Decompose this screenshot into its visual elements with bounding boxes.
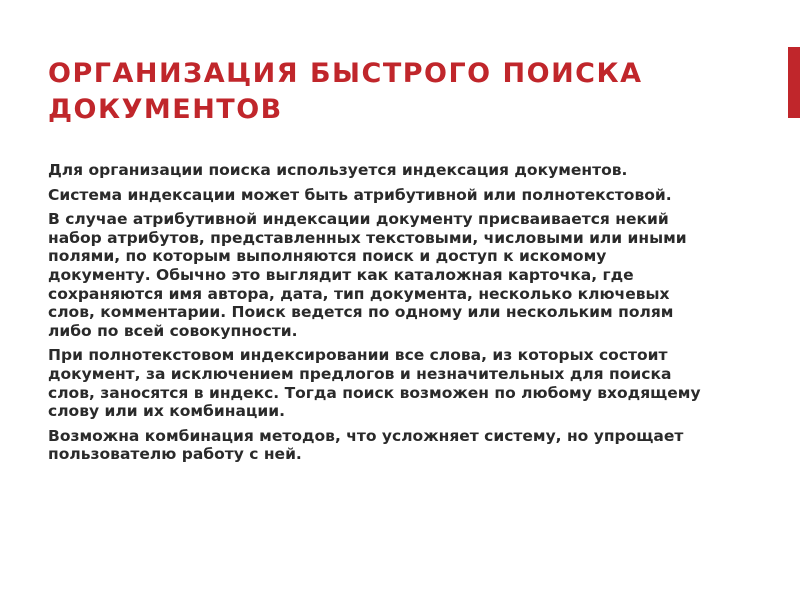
paragraph-attributive: В случае атрибутивной индексации документу присваивается некий набор атрибутов, представленных текстовыми, числовыми или иными полями, по которым выполняются поиск и доступ к искомому документу. Обычно это выглядит как каталожная карточка, где сохраняются имя автора, дата, тип документа, несколько ключевых слов, комментарии. Поиск ведется по одному или нескольким полям либо по всей совокупности.: [48, 210, 687, 340]
paragraph-fulltext: При полнотекстовом индексировании все слова, из которых состоит документ, за исключением предлогов и незначительных для поиска слов, заносятся в индекс. Тогда поиск возможен по любому входящему слову или их комбинации.: [48, 346, 701, 421]
paragraph-indexing: Для организации поиска используется индексация документов.: [48, 161, 628, 179]
paragraph-index-types: Система индексации может быть атрибутивной или полнотекстовой.: [48, 185, 672, 204]
slide-body: [48, 161, 708, 470]
slide-title: ОРГАНИЗАЦИЯ БЫСТРОГО ПОИСКА ДОКУМЕНТОВ: [48, 58, 643, 125]
paragraph-combination: Возможна комбинация методов, что усложняет систему, но упрощает пользователю работу с ней.: [48, 426, 684, 464]
accent-bar: [788, 47, 800, 118]
